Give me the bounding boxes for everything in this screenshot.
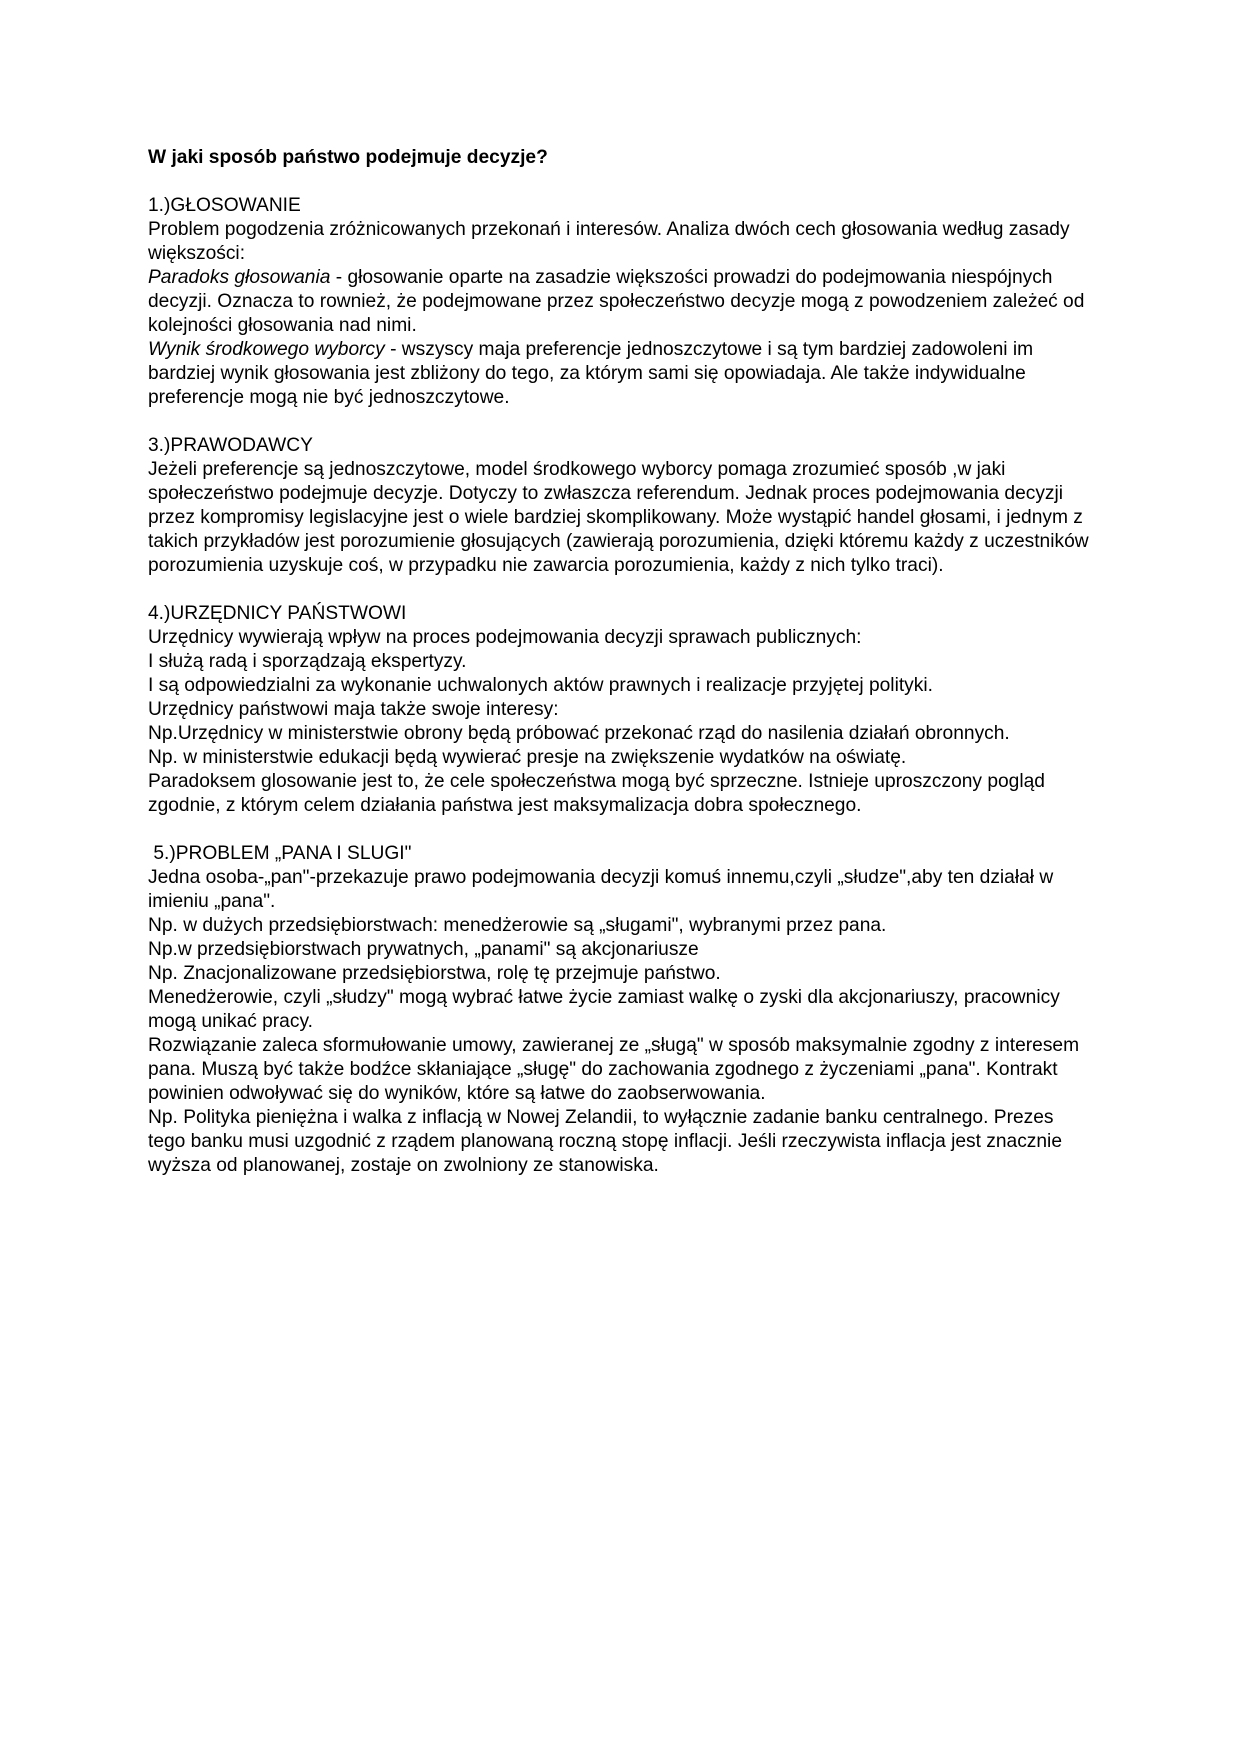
section-heading: 4.)URZĘDNICY PAŃSTWOWI (148, 603, 407, 624)
paragraph (148, 266, 1093, 338)
section-glosowanie (148, 194, 1093, 410)
term: Paradoks głosowania (148, 267, 331, 288)
document-page (148, 146, 1093, 1178)
section-heading: 1.)GŁOSOWANIE (148, 195, 301, 216)
paragraph: Rozwiązanie zaleca sformułowanie umowy, zawieranej ze „sługą" w sposób maksymalnie zgodny z interesem pana. Muszą być także bodźce skłaniające „sługę" do zachowania zgodnego z życzeniami „pana". Kontrakt powinien odwoływać się do wyników, które są łatwe do zaobserwowania. (148, 1035, 1080, 1104)
section-prawodawcy (148, 434, 1093, 578)
document-title: W jaki sposób państwo podejmuje decyzje? (148, 147, 548, 168)
paragraph: Np. w dużych przedsiębiorstwach: menedżerowie są „sługami", wybranymi przez pana. (148, 915, 887, 936)
section-heading: 5.)PROBLEM „PANA I SLUGI" (148, 843, 412, 864)
term-definition: - głosowanie oparte na zasadzie większości prowadzi do podejmowania niespójnych decyzji. Oznacza to rownież, że podejmowane przez społeczeństwo decyzje mogą z powodzeniem zależeć od kolejności głosowania nad nimi. (148, 267, 1085, 336)
paragraph: Menedżerowie, czyli „słudzy" mogą wybrać łatwe życie zamiast walkę o zyski dla akcjonariuszy, pracownicy mogą unikać pracy. (148, 987, 1060, 1032)
paragraph: Urzędnicy wywierają wpływ na proces podejmowania decyzji sprawach publicznych: (148, 627, 862, 648)
paragraph: Np.Urzędnicy w ministerstwie obrony będą próbować przekonać rząd do nasilenia działań obronnych. (148, 723, 1010, 744)
term: Wynik środkowego wyborcy (148, 339, 385, 360)
paragraph: I są odpowiedzialni za wykonanie uchwalonych aktów prawnych i realizacje przyjętej polityki. (148, 675, 933, 696)
paragraph: Np. Znacjonalizowane przedsiębiorstwa, rolę tę przejmuje państwo. (148, 963, 721, 984)
paragraph: Jeżeli preferencje są jednoszczytowe, model środkowego wyborcy pomaga zrozumieć sposób ,w jaki społeczeństwo podejmuje decyzje. Dotyczy to zwłaszcza referendum. Jednak proces podejmowania decyzji przez kompromisy legislacyjne jest o wiele bardziej skomplikowany. Może wystąpić handel głosami, i jednym z takich przykładów jest porozumienie głosujących (zawierają porozumienia, dzięki któremu każdy z uczestników porozumienia uzyskuje coś, w przypadku nie zawarcia porozumienia, każdy z nich tylko traci). (148, 459, 1089, 576)
paragraph: Paradoksem glosowanie jest to, że cele społeczeństwa mogą być sprzeczne. Istnieje uproszczony pogląd zgodnie, z którym celem działania państwa jest maksymalizacja dobra społecznego. (148, 771, 1045, 816)
paragraph: Jedna osoba-„pan"-przekazuje prawo podejmowania decyzji komuś innemu,czyli „słudze",aby ten działał w imieniu „pana". (148, 867, 1054, 912)
paragraph: Urzędnicy państwowi maja także swoje interesy: (148, 699, 559, 720)
paragraph (148, 338, 1093, 410)
section-heading: 3.)PRAWODAWCY (148, 435, 313, 456)
term-definition: - wszyscy maja preferencje jednoszczytowe i są tym bardziej zadowoleni im bardziej wynik głosowania jest zbliżony do tego, za którym sami się opowiadaja. Ale także indywidualne preferencje mogą nie być jednoszczytowe. (148, 339, 1034, 408)
paragraph: Np. Polityka pieniężna i walka z inflacją w Nowej Zelandii, to wyłącznie zadanie banku centralnego. Prezes tego banku musi uzgodnić z rządem planowaną roczną stopę inflacji. Jeśli rzeczywista inflacja jest znacznie wyższa od planowanej, zostaje on zwolniony ze stanowiska. (148, 1107, 1062, 1176)
section-urzednicy (148, 602, 1093, 818)
paragraph: I służą radą i sporządzają ekspertyzy. (148, 651, 467, 672)
paragraph: Problem pogodzenia zróżnicowanych przekonań i interesów. Analiza dwóch cech głosowania według zasady większości: (148, 219, 1070, 264)
paragraph: Np. w ministerstwie edukacji będą wywierać presje na zwiększenie wydatków na oświatę. (148, 747, 907, 768)
paragraph: Np.w przedsiębiorstwach prywatnych, „panami" są akcjonariusze (148, 939, 699, 960)
section-pan-i-sluga (148, 842, 1093, 1178)
